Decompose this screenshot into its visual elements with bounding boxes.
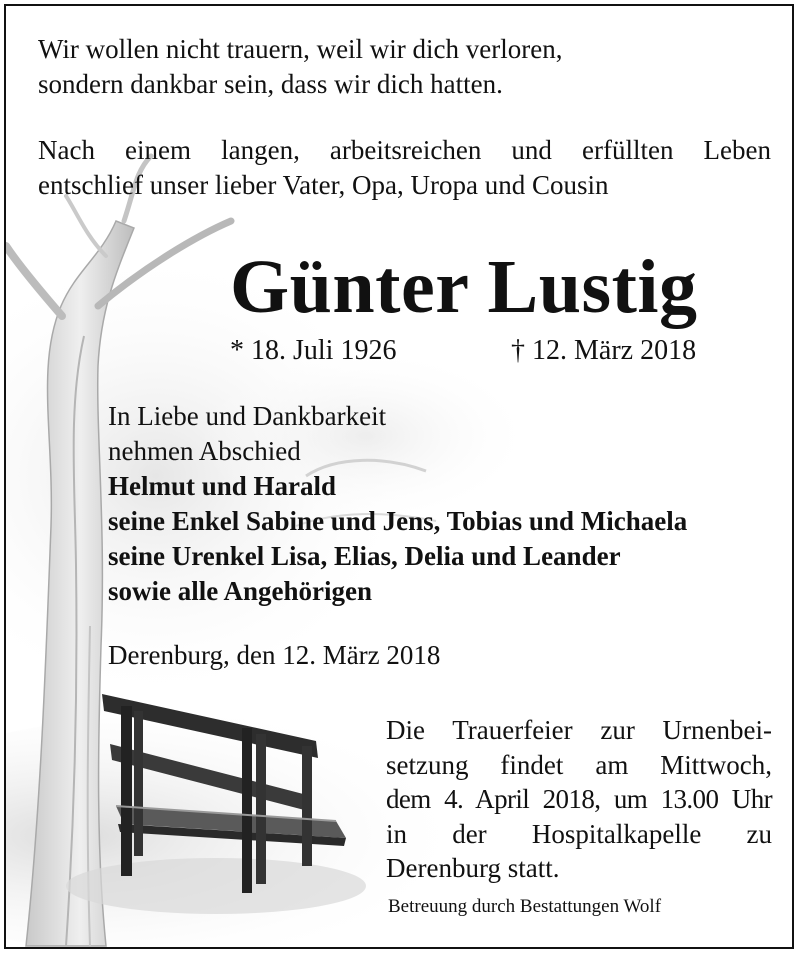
mourner-names: seine Enkel Sabine und Jens, Tobias und Michaela [108,506,688,536]
mourner-names: Helmut und Harald [108,471,337,501]
motto-line: sondern dankbar sein, dass wir dich hatten. [38,69,503,99]
obituary-notice [4,4,794,949]
mourner-names: seine Urenkel Lisa, Elias, Delia und Leander [108,541,621,571]
intro-line: entschlief unser lieber Vater, Opa, Uropa und Cousin [38,170,609,200]
service-line: in der Hospitalkapelle zu [386,818,772,849]
service-line: dem 4. April 2018, um 13.00 Uhr [386,784,772,814]
service-line: Die Trauerfeier zur Urnenbei- [386,715,772,745]
mourners-block [108,399,788,609]
motto-line: Wir wollen nicht trauern, weil wir dich verloren, [38,34,563,64]
intro-line: Nach einem langen, arbeitsreichen und erfüllten Leben [38,135,771,165]
funeral-service-info [386,713,772,886]
mourner-names: sowie alle Angehörigen [108,576,372,606]
birth-date: * 18. Juli 1926 [230,335,397,366]
undertaker-credit: Betreuung durch Bestattungen Wolf [388,896,662,917]
deceased-name: Günter Lustig [230,245,698,329]
service-line: setzung findet am Mittwoch, [386,749,772,780]
service-line: Derenburg statt. [386,853,560,883]
motto-verse [38,32,778,102]
place-and-date: Derenburg, den 12. März 2018 [108,640,441,670]
mourners-line: nehmen Abschied [108,436,301,466]
intro-text [38,133,771,203]
death-date: † 12. März 2018 [511,335,697,366]
mourners-line: In Liebe und Dankbarkeit [108,401,387,431]
